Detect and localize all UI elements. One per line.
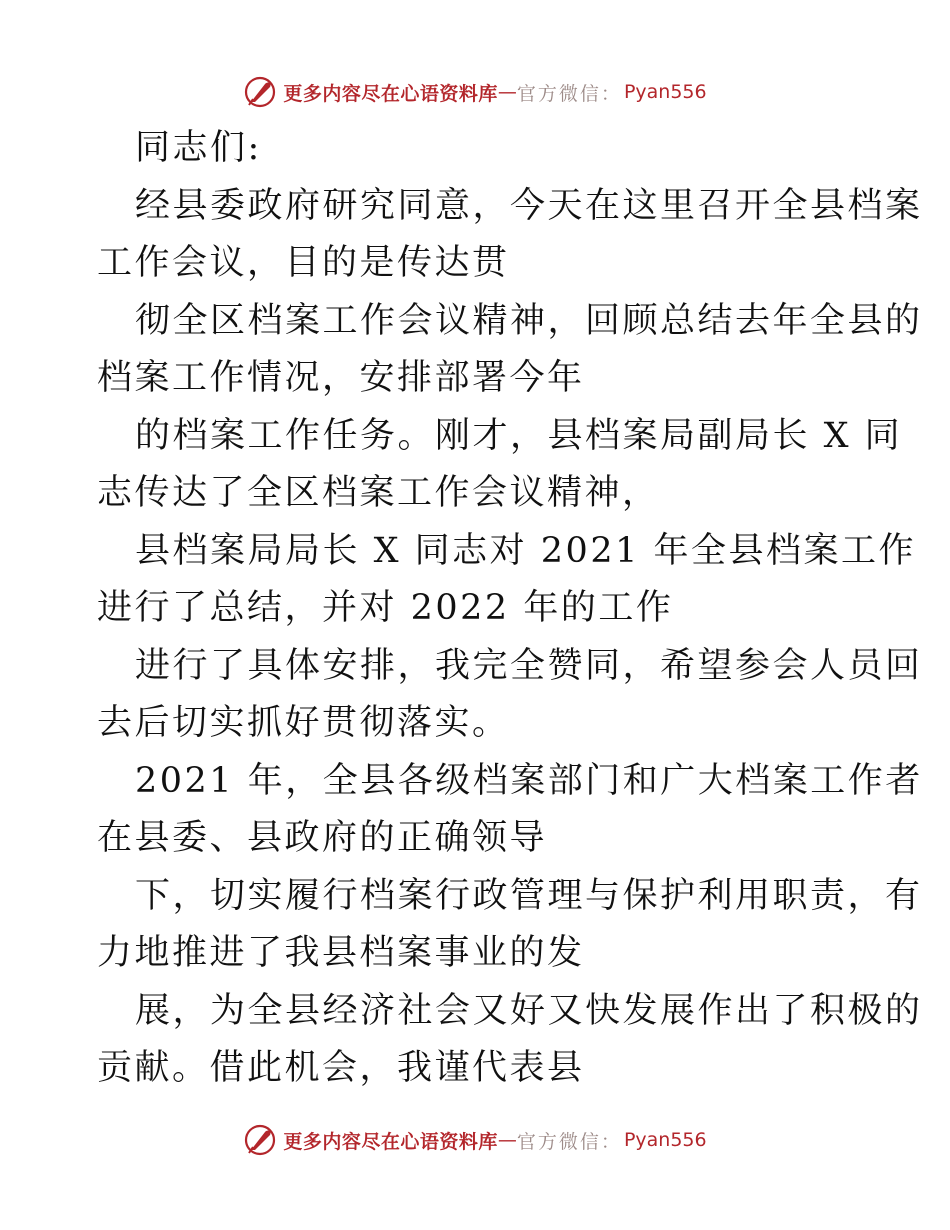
header-banner: [0, 72, 950, 112]
footer-banner: [0, 1120, 950, 1160]
banner-wechat-id: Pyan556: [623, 81, 707, 103]
text-line: 进行了具体安排，我完全赞同，希望参会人员回: [135, 645, 923, 686]
text-line: 彻全区档案工作会议精神，回顾总结去年全县的: [135, 300, 923, 341]
banner-wechat-id: Pyan556: [623, 1129, 707, 1151]
text-line: 在县委、县政府的正确领导: [97, 818, 548, 858]
banner-dash: —: [497, 81, 517, 103]
text-line: 档案工作情况，安排部署今年: [97, 358, 585, 398]
text-line: 力地推进了我县档案事业的发: [97, 933, 585, 973]
banner-dash: —: [497, 1129, 517, 1151]
banner-brand: 更多内容尽在心语资料库: [283, 82, 498, 105]
quill-pen-icon: [243, 1123, 277, 1157]
text-line: 志传达了全区档案工作会议精神，: [97, 473, 660, 513]
text-line: 工作会议，目的是传达贯: [97, 243, 510, 283]
text-line: 县档案局局长 X 同志对 2021 年全县档案工作: [135, 530, 916, 571]
banner-brand: 更多内容尽在心语资料库: [283, 1130, 498, 1153]
text-line: 进行了总结，并对 2022 年的工作: [97, 588, 674, 628]
text-line: 经县委政府研究同意，今天在这里召开全县档案: [135, 185, 923, 226]
text-line: 2021 年，全县各级档案部门和广大档案工作者: [135, 760, 923, 801]
text-line: 展，为全县经济社会又好又快发展作出了积极的: [135, 990, 923, 1031]
text-line: 的档案工作任务。刚才，县档案局副局长 X 同: [135, 415, 903, 456]
text-line: 去后切实抓好贯彻落实。: [97, 703, 510, 743]
text-line: 同志们:: [135, 128, 262, 168]
banner-official-label: 官方微信：: [516, 1130, 622, 1153]
quill-pen-icon: [243, 75, 277, 109]
text-line: 贡献。借此机会，我谨代表县: [97, 1048, 585, 1088]
banner-official-label: 官方微信：: [516, 82, 622, 105]
document-body: [97, 120, 923, 1098]
text-line: 下，切实履行档案行政管理与保护利用职责，有: [135, 875, 923, 916]
